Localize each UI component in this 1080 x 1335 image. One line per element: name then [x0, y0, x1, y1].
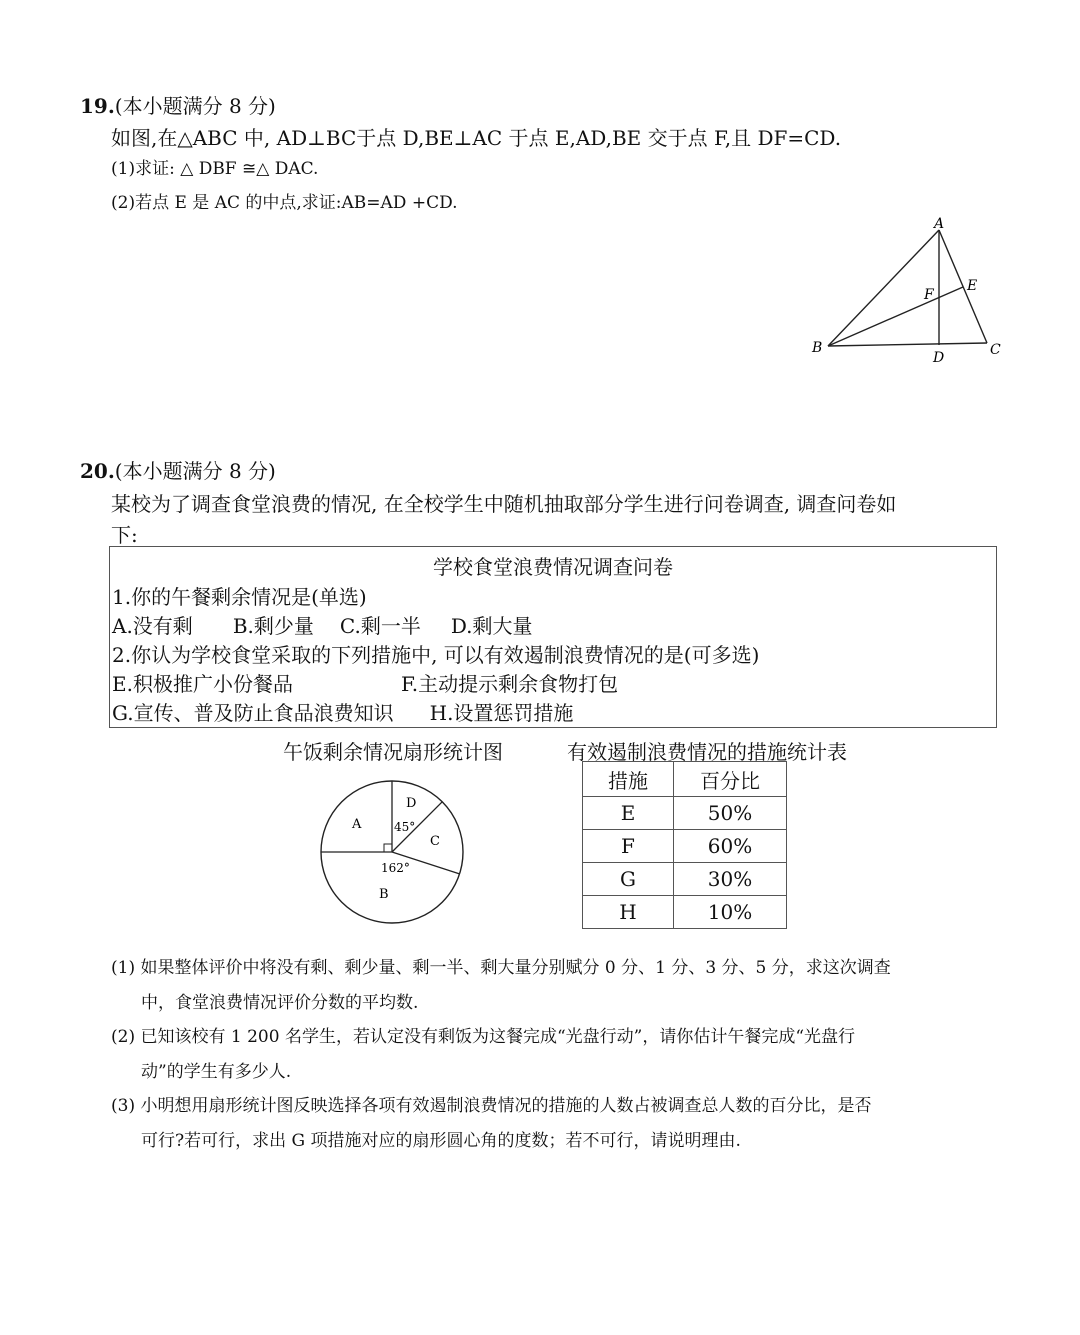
- option-b: B.剩少量: [232, 614, 314, 638]
- option-g: G.宣传、普及防止食品浪费知识: [112, 701, 394, 725]
- option-a: A.没有剩: [112, 614, 193, 638]
- table-row: [583, 896, 787, 929]
- label-a: A: [934, 216, 945, 232]
- measure-cell: E: [583, 797, 674, 830]
- pie-chart: [314, 775, 474, 935]
- option-f: F.主动提示剩余食物打包: [400, 672, 619, 696]
- survey-q1-options: [112, 610, 533, 639]
- measure-cell: F: [583, 830, 674, 863]
- q19-part2: (2)若点 E 是 AC 的中点,求证:AB=AD +CD.: [111, 193, 458, 213]
- label-b: B: [812, 340, 823, 356]
- q20-part2-line2: 动”的学生有多少人.: [141, 1062, 292, 1082]
- survey-q2: 2.你认为学校食堂采取的下列措施中, 可以有效遏制浪费情况的是(可多选): [112, 643, 760, 667]
- q20-number: 20.: [80, 459, 115, 483]
- q20-part2-line1: (2) 已知该校有 1 200 名学生，若认定没有剩饭为这餐完成“光盘行动”，请你估计午餐完成“光盘行: [111, 1027, 856, 1047]
- segment-ab: [828, 230, 939, 346]
- pie-angle-45: 45°: [394, 820, 416, 834]
- header-percent: 百分比: [674, 762, 787, 797]
- table-row: [583, 830, 787, 863]
- survey-q1: 1.你的午餐剩余情况是(单选): [112, 585, 367, 609]
- q20-score: (本小题满分 8 分): [114, 459, 276, 483]
- percent-cell: 10%: [674, 896, 787, 929]
- label-f: F: [924, 287, 934, 303]
- survey-box: [109, 546, 997, 728]
- q19-score: (本小题满分 8 分): [114, 94, 276, 118]
- table-title: 有效遏制浪费情况的措施统计表: [567, 740, 847, 764]
- measures-table: [582, 761, 787, 929]
- segment-ac: [939, 230, 987, 343]
- pie-label-b: B: [379, 887, 389, 902]
- label-e: E: [967, 278, 978, 294]
- pie-label-d: D: [406, 796, 417, 811]
- q20-part1-line1: (1) 如果整体评价中将没有剩、剩少量、剩一半、剩大量分别赋分 0 分、1 分、3 分、5 分，求这次调查: [111, 958, 891, 978]
- option-h: H.设置惩罚措施: [429, 701, 574, 725]
- percent-cell: 60%: [674, 830, 787, 863]
- survey-q2-options-row1: [112, 668, 618, 697]
- segment-bc: [828, 343, 987, 346]
- q19-number: 19.: [80, 94, 115, 118]
- table-header-row: [583, 762, 787, 797]
- q20-intro-line2: 下:: [111, 523, 138, 547]
- pie-label-a: A: [352, 817, 362, 832]
- label-d: D: [933, 350, 945, 366]
- survey-q2-options-row2: [112, 697, 573, 726]
- q19-header: [80, 90, 276, 119]
- percent-cell: 50%: [674, 797, 787, 830]
- percent-cell: 30%: [674, 863, 787, 896]
- table-row: [583, 797, 787, 830]
- label-c: C: [990, 342, 1001, 358]
- triangle-figure: [800, 210, 1020, 370]
- segment-be: [828, 287, 963, 346]
- q19-stem: 如图,在△ABC 中, AD⊥BC于点 D,BE⊥AC 于点 E,AD,BE 交于点 F,且 DF=CD.: [111, 126, 842, 150]
- q19-part1: (1)求证: △ DBF ≅△ DAC.: [111, 159, 319, 179]
- q20-part3-line1: (3) 小明想用扇形统计图反映选择各项有效遏制浪费情况的措施的人数占被调查总人数的百分比，是否: [111, 1096, 872, 1116]
- option-c: C.剩一半: [339, 614, 421, 638]
- pie-angle-162: 162°: [381, 861, 410, 875]
- survey-title: 学校食堂浪费情况调查问卷: [433, 555, 673, 579]
- q20-part3-line2: 可行?若可行，求出 G 项措施对应的扇形圆心角的度数；若不可行，请说明理由.: [141, 1131, 741, 1151]
- pie-label-c: C: [430, 834, 440, 849]
- option-d: D.剩大量: [450, 614, 533, 638]
- measure-cell: H: [583, 896, 674, 929]
- pie-title: 午饭剩余情况扇形统计图: [283, 740, 503, 764]
- header-measure: 措施: [583, 762, 674, 797]
- q20-intro-line1: 某校为了调查食堂浪费的情况, 在全校学生中随机抽取部分学生进行问卷调查, 调查问卷如: [111, 492, 897, 516]
- measure-cell: G: [583, 863, 674, 896]
- q20-part1-line2: 中，食堂浪费情况评价分数的平均数.: [141, 993, 419, 1013]
- q20-header: [80, 455, 276, 484]
- right-angle-mark: [384, 844, 392, 852]
- table-row: [583, 863, 787, 896]
- option-e: E.积极推广小份餐品: [112, 672, 293, 696]
